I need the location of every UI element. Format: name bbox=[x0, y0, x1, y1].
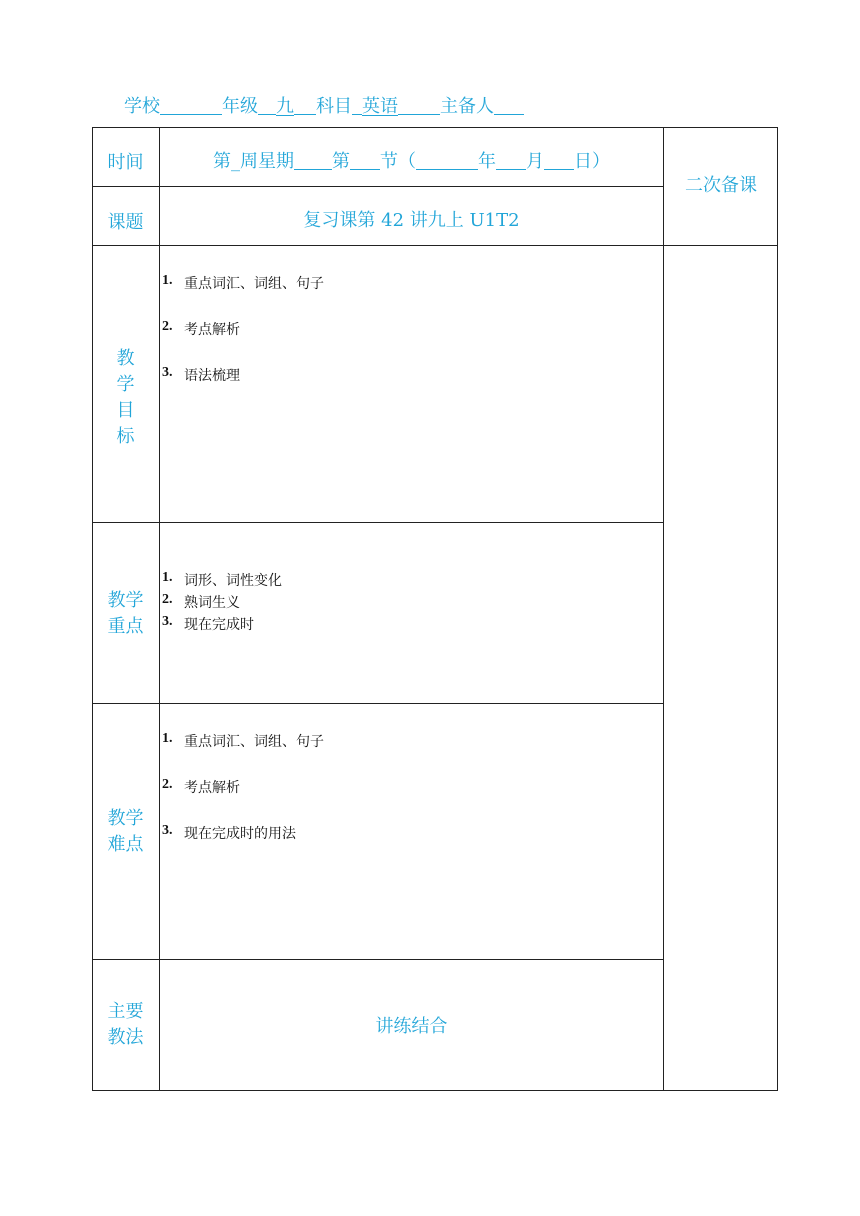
grade-value: 九 bbox=[276, 96, 294, 117]
grade-blank-right bbox=[294, 96, 316, 115]
key-points-label-line: 重点 bbox=[107, 616, 144, 637]
difficult-points-list bbox=[162, 731, 324, 845]
preparer-label: 主备人 bbox=[440, 96, 494, 117]
difficult-points-label-line: 难点 bbox=[107, 834, 144, 855]
year-blank bbox=[416, 153, 478, 170]
row-divider-time bbox=[92, 186, 664, 187]
methods-value: 讲练结合 bbox=[375, 1016, 448, 1037]
subject-blank-left bbox=[352, 96, 362, 115]
row-divider-difficult bbox=[92, 959, 664, 960]
objectives-label-char: 学 bbox=[116, 374, 135, 395]
weekday-blank bbox=[294, 153, 332, 170]
time-part-period: 第 bbox=[332, 151, 350, 172]
subject-label: 科目 bbox=[316, 96, 352, 117]
column-divider-left bbox=[159, 127, 160, 1091]
month-blank bbox=[496, 153, 526, 170]
objectives-label-char: 目 bbox=[116, 400, 135, 421]
day-blank bbox=[544, 153, 574, 170]
grade-blank-left bbox=[258, 96, 276, 115]
key-points-label bbox=[92, 588, 159, 640]
key-points-label-line: 教学 bbox=[107, 590, 144, 611]
objectives-list bbox=[162, 273, 324, 387]
list-item: 3. 现在完成时 bbox=[162, 614, 254, 633]
school-label: 学校 bbox=[124, 96, 160, 117]
methods-label-line: 主要 bbox=[107, 1001, 144, 1022]
list-item: 1. 重点词汇、词组、句子 bbox=[162, 731, 324, 750]
list-item: 2. 考点解析 bbox=[162, 777, 240, 796]
row-divider-objectives bbox=[92, 522, 664, 523]
methods-label bbox=[92, 999, 159, 1051]
difficult-points-label-line: 教学 bbox=[107, 808, 144, 829]
time-value bbox=[160, 147, 663, 173]
topic-value: 复习课第 42 讲九上 U1T2 bbox=[303, 210, 520, 231]
preparer-blank bbox=[494, 96, 524, 115]
list-item: 3. 语法梳理 bbox=[162, 365, 240, 384]
list-item: 1. 词形、词性变化 bbox=[162, 570, 282, 589]
document-header bbox=[124, 92, 524, 118]
school-blank bbox=[160, 96, 222, 115]
subject-blank-right bbox=[398, 96, 440, 115]
time-label: 时间 bbox=[107, 152, 144, 173]
second-preparation-header: 二次备课 bbox=[685, 175, 757, 196]
column-divider-right bbox=[663, 127, 664, 1091]
list-item: 2. 考点解析 bbox=[162, 319, 240, 338]
objectives-label-char: 教 bbox=[116, 348, 135, 369]
difficult-points-label bbox=[92, 806, 159, 858]
key-points-list bbox=[162, 570, 282, 636]
grade-label: 年级 bbox=[222, 96, 258, 117]
period-blank bbox=[350, 153, 380, 170]
objectives-label bbox=[92, 346, 159, 450]
row-divider-topic bbox=[92, 245, 778, 246]
time-part-week: 第_周星期 bbox=[213, 151, 294, 172]
topic-label: 课题 bbox=[107, 212, 144, 233]
subject-value: 英语 bbox=[362, 96, 398, 117]
time-part-year: 年 bbox=[478, 151, 496, 172]
time-part-day: 日） bbox=[574, 151, 610, 172]
methods-label-line: 教法 bbox=[107, 1027, 144, 1048]
time-part-month: 月 bbox=[526, 151, 544, 172]
row-divider-keypoints bbox=[92, 703, 664, 704]
list-item: 1. 重点词汇、词组、句子 bbox=[162, 273, 324, 292]
objectives-label-char: 标 bbox=[116, 426, 135, 447]
list-item: 2. 熟词生义 bbox=[162, 592, 240, 611]
list-item: 3. 现在完成时的用法 bbox=[162, 823, 296, 842]
time-part-paren: 节（ bbox=[380, 151, 416, 172]
